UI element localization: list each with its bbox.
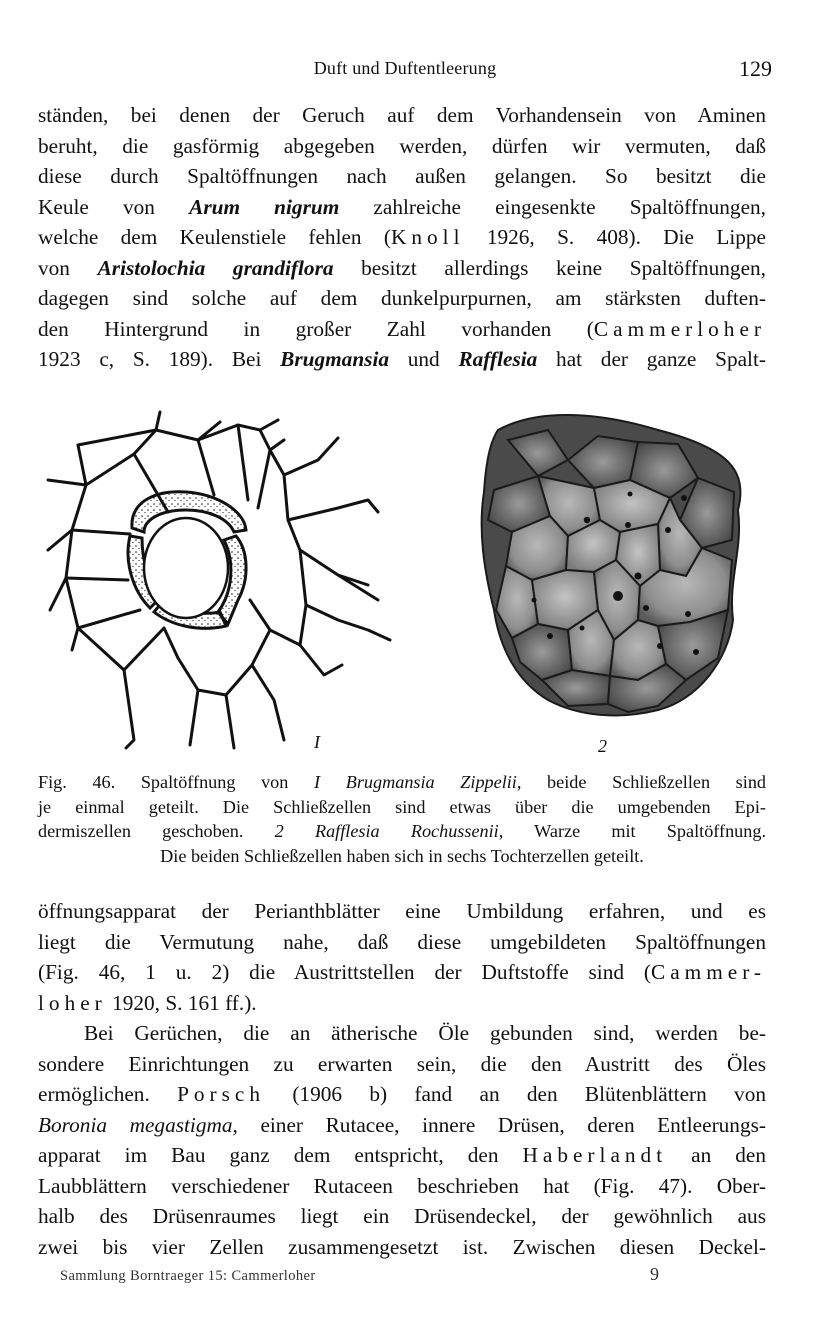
paragraph-1: [38, 100, 766, 375]
paragraph-2: [38, 896, 766, 1018]
text-line: loher 1920, S. 161 ff.).: [38, 990, 257, 1015]
genus-name: Brugmansia: [280, 347, 390, 371]
running-title: Duft und Duftentleerung: [313, 58, 497, 78]
text-line: apparat im Bau ganz dem entspricht, den Haberlandt an den: [38, 1143, 766, 1167]
author-name: Cammer-: [651, 960, 766, 984]
text-line: (Fig. 46, 1 u. 2) die Austrittstellen der Duftstoffe sind (Cammer-: [38, 960, 766, 984]
species-name: Aristolochia grandiflora: [97, 255, 334, 280]
genus-name: Rafflesia: [458, 347, 538, 371]
figure-46: [38, 400, 778, 760]
caption-line: je einmal geteilt. Die Schließzellen sind etwas über die umgebenden Epi-: [38, 796, 766, 817]
species-name: Arum nigrum: [189, 194, 340, 219]
text-line: Bei Gerüchen, die an ätherische Öle gebunden sind, werden be-: [84, 1021, 766, 1045]
species-name: Rafflesia Rochussenii: [314, 821, 499, 841]
figure-caption: [38, 770, 766, 868]
figure-label-1: I: [314, 732, 320, 752]
paragraph-3: [38, 1018, 766, 1262]
author-name: loher: [38, 990, 107, 1015]
text-line: Laubblättern verschiedener Rutaceen beschrieben hat (Fig. 47). Ober-: [38, 1173, 766, 1198]
author-name: Porsch: [177, 1082, 266, 1106]
text-line: Boronia megastigma, einer Rutacee, innere Drüsen, deren Entleerungs-: [38, 1112, 766, 1137]
text-line: halb des Drüsenraumes liegt ein Drüsendeckel, der gewöhnlich aus: [38, 1204, 766, 1228]
text-line: welche dem Keulenstiele fehlen (Knoll 1926, S. 408). Die Lippe: [38, 225, 766, 249]
running-head: [38, 56, 772, 86]
guard-cells: [128, 492, 246, 629]
caption-line: Fig. 46. Spaltöffnung von I Brugmansia Zippelii, beide Schließzellen sind: [38, 772, 767, 792]
stoma-drawing-2: [482, 415, 741, 715]
author-name: Knoll: [391, 225, 465, 249]
text-line: Keule von Arum nigrum zahlreiche eingesenkte Spaltöffnungen,: [38, 194, 766, 219]
figure-label-2: 2: [598, 736, 607, 756]
species-name: Brugmansia Zippelii: [345, 772, 517, 792]
caption-line: Die beiden Schließzellen haben sich in sechs Tochterzellen geteilt.: [160, 845, 644, 866]
page-number: 129: [739, 56, 772, 81]
text-line: sondere Einrichtungen zu erwarten sein, die den Austritt des Öles: [38, 1051, 766, 1076]
footer-series: Sammlung Borntraeger 15: Cammerloher: [60, 1268, 316, 1284]
text-line: ermöglichen. Porsch (1906 b) fand an den Blütenblättern von: [38, 1082, 766, 1106]
species-name: Boronia megastigma: [38, 1112, 233, 1137]
author-name: Haberlandt: [522, 1143, 668, 1167]
signature-mark: 9: [650, 1264, 659, 1284]
author-name: Cammerloher: [593, 316, 766, 341]
text-line: diese durch Spaltöffnungen nach außen gelangen. So besitzt die: [38, 164, 766, 188]
text-line: liegt die Vermutung nahe, daß diese umgebildeten Spaltöffnungen: [38, 929, 766, 954]
caption-line: dermiszellen geschoben. 2 Rafflesia Rochussenii, Warze mit Spaltöffnung.: [38, 821, 766, 841]
text-line: 1923 c, S. 189). Bei Brugmansia und Rafflesia hat der ganze Spalt-: [38, 347, 766, 371]
text-line: von Aristolochia grandiflora besitzt allerdings keine Spaltöffnungen,: [38, 255, 766, 280]
stomata-illustration: [38, 400, 778, 760]
text-line: dagegen sind solche auf dem dunkelpurpurnen, am stärksten duften-: [38, 286, 766, 310]
text-line: zwei bis vier Zellen zusammengesetzt ist. Zwischen diesen Deckel-: [38, 1234, 766, 1259]
text-line: ständen, bei denen der Geruch auf dem Vorhandensein von Aminen: [38, 103, 766, 127]
text-line: beruht, die gasförmig abgegeben werden, dürfen wir vermuten, daß: [38, 133, 766, 158]
text-line: den Hintergrund in großer Zahl vorhanden (Cammerloher: [38, 316, 766, 341]
text-line: öffnungsapparat der Perianthblätter eine Umbildung erfahren, und es: [38, 899, 766, 923]
